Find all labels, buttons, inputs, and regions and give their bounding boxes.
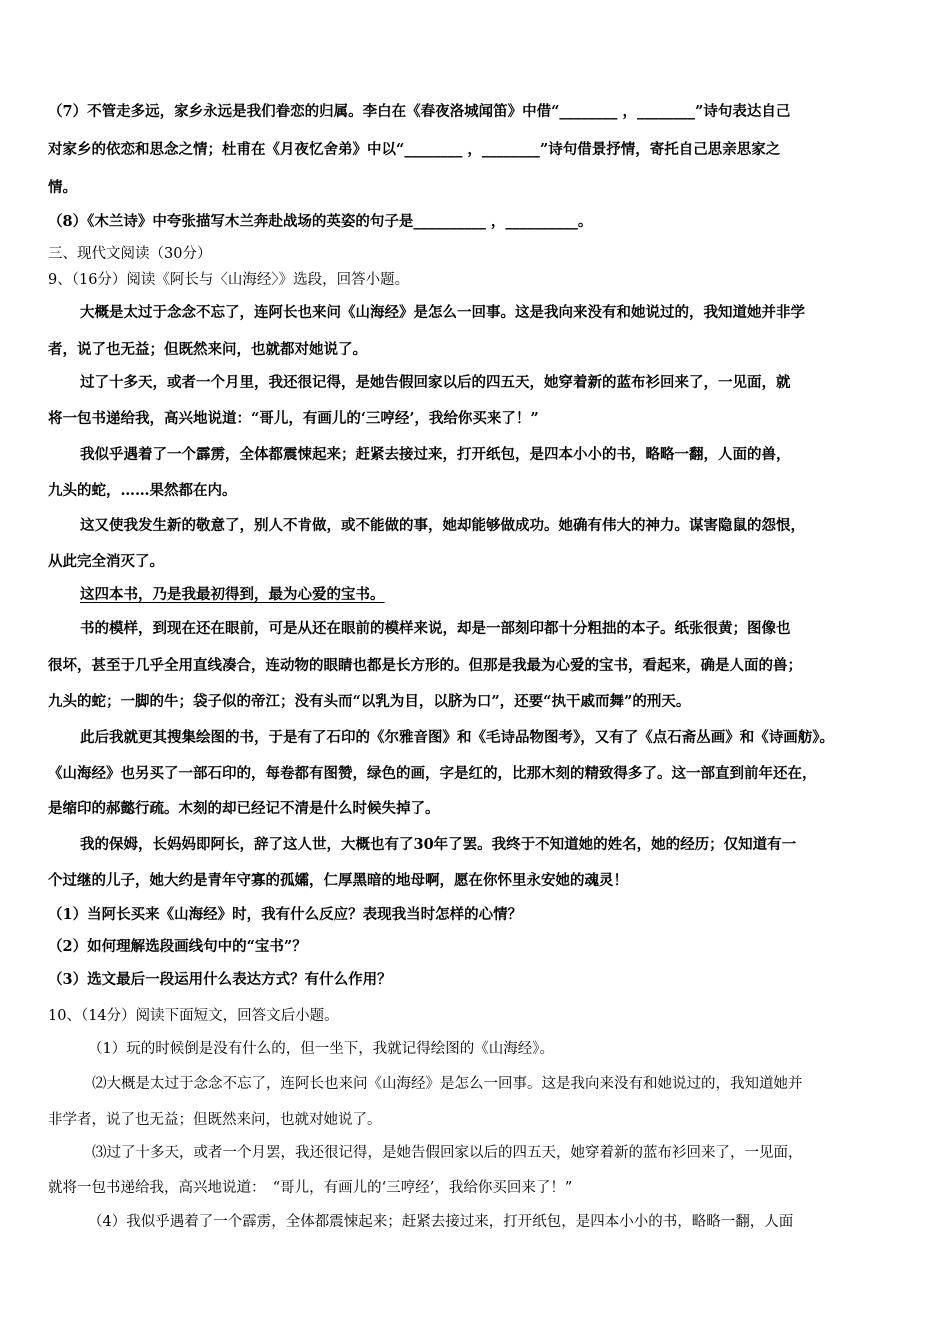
q9-passage-line: 从此完全消灭了。 bbox=[48, 553, 164, 570]
q9-passage-line: 这又使我发生新的敬意了，别人不肯做，或不能做的事，她却能够做成功。她确有伟大的神力。谋害隐鼠的怨恨， bbox=[80, 517, 805, 534]
q7-line-1: （7）不管走多远，家乡永远是我们眷恋的归属。李白在《春夜洛城闻笛》中借“________ ，________”诗句表达自己 bbox=[48, 103, 791, 120]
q7-line-3: 情。 bbox=[48, 179, 77, 196]
q9-passage-line: 很坏，甚至于几乎全用直线凑合，连动物的眼睛也都是长方形的。但那是我最为心爱的宝书，看起来，确是人面的兽； bbox=[48, 657, 802, 674]
q10-heading: 10、（14分）阅读下面短文，回答文后小题。 bbox=[48, 1008, 339, 1024]
q9-passage-line: 者，说了也无益；但既然来问，也就都对她说了。 bbox=[48, 341, 367, 358]
q10-passage-line: 非学者，说了也无益；但既然来问，也就对她说了。 bbox=[48, 1112, 382, 1128]
q9-passage-line: 过了十多天，或者一个月里，我还很记得，是她告假回家以后的四五天，她穿着新的蓝布衫回来了，一见面，就 bbox=[80, 374, 791, 391]
q9-passage-line: 九头的蛇；一脚的牛；袋子似的帝江；没有头而“以乳为目，以脐为口”，还要“执干戚而舞”的刑天。 bbox=[48, 693, 691, 710]
q9-underlined-sentence: 这四本书，乃是我最初得到，最为心爱的宝书。 bbox=[80, 586, 385, 603]
q9-heading: 9、（16分）阅读《阿长与〈山海经〉》选段，回答小题。 bbox=[48, 272, 410, 288]
q7-line-2: 对家乡的依恋和思念之情；杜甫在《月夜忆舍弟》中以“________ ，________”诗句借景抒情，寄托自己思亲思家之 bbox=[48, 141, 781, 158]
q10-passage-line: 就将一包书递给我，高兴地说道： “哥儿，有画儿的‘三哼经’，我给你买回来了！” bbox=[48, 1180, 573, 1196]
q10-passage-line: ⑵大概是太过于念念不忘了，连阿长也来问《山海经》是怎么一回事。这是我向来没有和她说过的，我知道她并 bbox=[92, 1076, 803, 1092]
q9-passage-line: 《山海经》也另买了一部石印的，每卷都有图赞，绿色的画，字是红的，比那木刻的精致得多了。这一部直到前年还在， bbox=[48, 765, 817, 782]
q9-question-3: （3）选文最后一段运用什么表达方式？有什么作用？ bbox=[48, 971, 392, 988]
q9-question-1: （1）当阿长买来《山海经》时，我有什么反应？表现我当时怎样的心情？ bbox=[48, 906, 523, 923]
q9-passage-line: 九头的蛇，……果然都在内。 bbox=[48, 482, 237, 499]
q8-line: （8）《木兰诗》中夸张描写木兰奔赴战场的英姿的句子是__________ ，__________。 bbox=[48, 213, 593, 230]
q9-question-2: （2）如何理解选段画线句中的“宝书”？ bbox=[48, 938, 307, 955]
q9-passage-line: 大概是太过于念念不忘了，连阿长也来问《山海经》是怎么一回事。这是我向来没有和她说过的，我知道她并非学 bbox=[80, 304, 805, 321]
q9-passage-line: 此后我就更其搜集绘图的书，于是有了石印的《尔雅音图》和《毛诗品物图考》，又有了《点石斋丛画》和《诗画舫》。 bbox=[80, 729, 834, 746]
q9-passage-line: 将一包书递给我，高兴地说道：“哥儿，有画儿的‘三哼经’，我给你买来了！” bbox=[48, 410, 539, 427]
q10-passage-line: （1）玩的时候倒是没有什么的，但一坐下，我就记得绘图的《山海经》。 bbox=[88, 1041, 554, 1057]
q9-passage-line: 书的模样，到现在还在眼前，可是从还在眼前的模样来说，却是一部刻印都十分粗拙的本子。纸张很黄；图像也 bbox=[80, 620, 791, 637]
q10-passage-line: （4）我似乎遇着了一个霹雳，全体都震悚起来；赶紧去接过来，打开纸包，是四本小小的书，略略一翻，人面 bbox=[88, 1214, 794, 1230]
section-3-heading: 三、现代文阅读（30分） bbox=[48, 246, 212, 262]
q9-passage-line: 个过继的儿子，她大约是青年守寡的孤孀，仁厚黑暗的地母啊，愿在你怀里永安她的魂灵！ bbox=[48, 872, 628, 889]
q10-passage-line: ⑶过了十多天，或者一个月罢，我还很记得，是她告假回家以后的四五天，她穿着新的蓝布衫回来了，一见面， bbox=[92, 1145, 803, 1161]
q9-passage-line: 我的保姆，长妈妈即阿长，辞了这人世，大概也有了30年了罢。我终于不知道她的姓名，她的经历；仅知道有一 bbox=[80, 836, 797, 853]
q9-passage-line: 我似乎遇着了一个霹雳，全体都震悚起来；赶紧去接过来，打开纸包，是四本小小的书，略略一翻，人面的兽， bbox=[80, 446, 791, 463]
q9-passage-line: 是缩印的郝懿行疏。木刻的却已经记不清是什么时候失掉了。 bbox=[48, 800, 440, 817]
